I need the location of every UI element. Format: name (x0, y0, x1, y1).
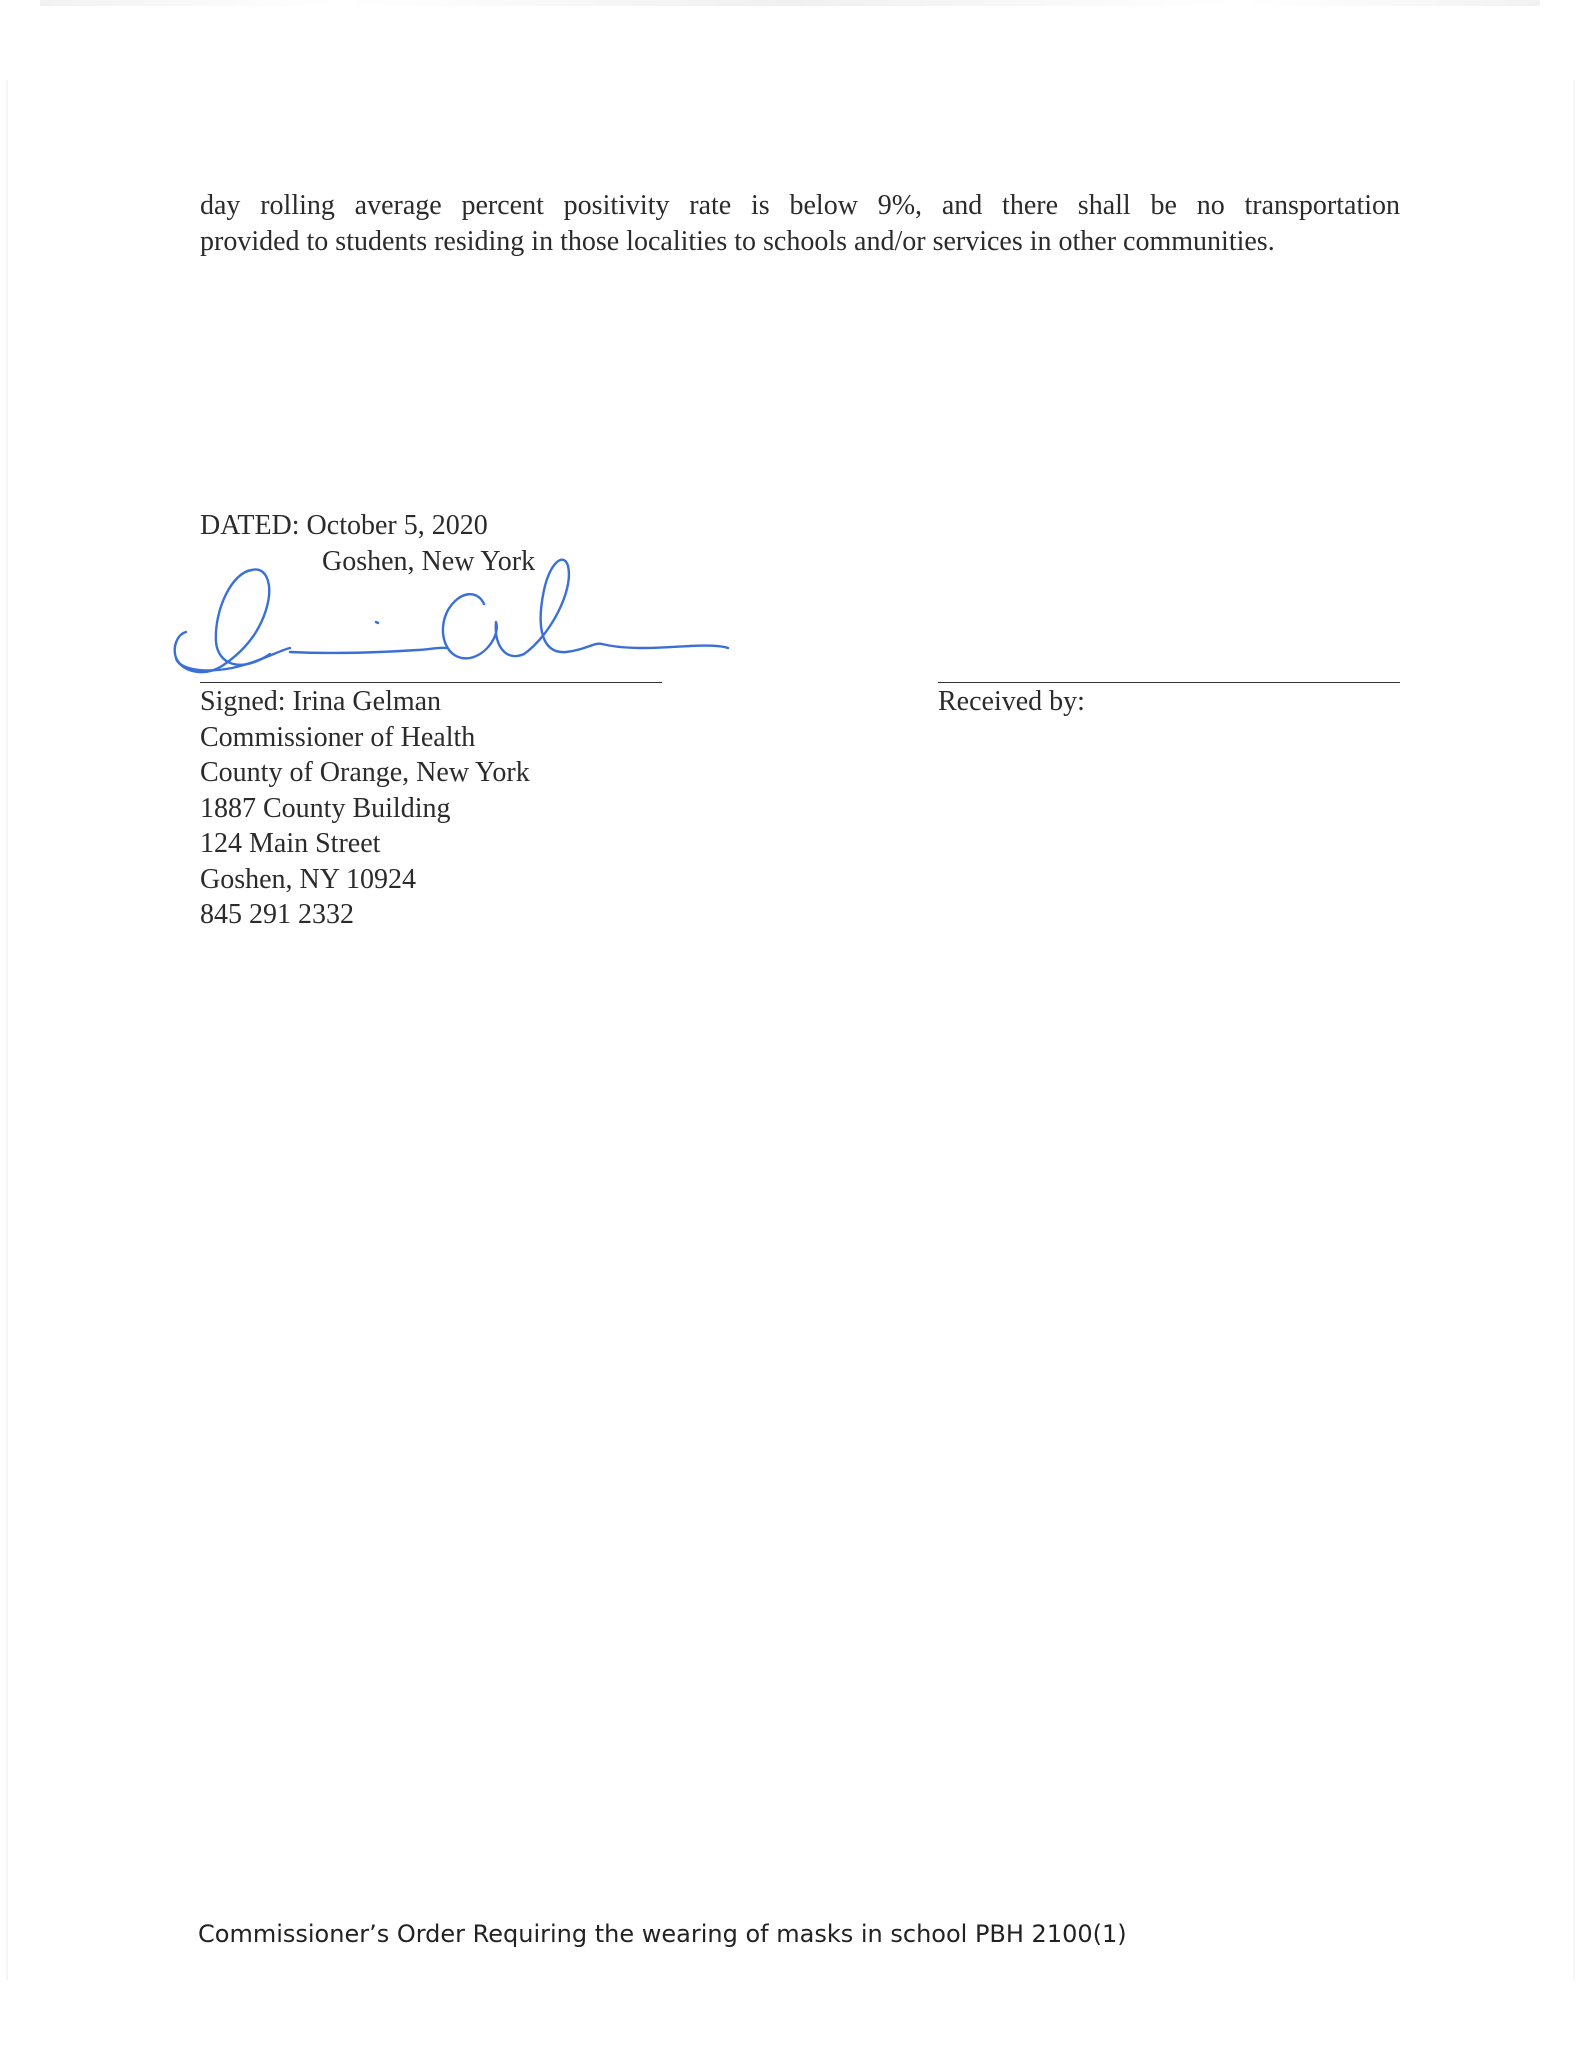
signer-street: 124 Main Street (200, 828, 381, 859)
signature-stroke (290, 648, 446, 653)
signer-building: 1887 County Building (200, 792, 451, 824)
signature-stroke (376, 622, 378, 623)
dated-place: Goshen, New York (322, 546, 536, 577)
page-footer: Commissioner’s Order Requiring the wearing of masks in school PBH 2100(1) (198, 1920, 1127, 1948)
scan-artifact-left-edge (6, 80, 8, 1980)
signer-block (200, 684, 530, 933)
signer-phone: 845 291 2332 (200, 899, 354, 930)
signature-stroke (216, 570, 270, 665)
received-signature-line (938, 682, 1400, 683)
signature-stroke (602, 644, 728, 648)
signer-city: Goshen, NY 10924 (200, 863, 416, 895)
signature-stroke (524, 560, 602, 654)
signature-line (200, 682, 662, 683)
scan-artifact-top (40, 0, 1540, 6)
signer-title: Commissioner of Health (200, 721, 476, 753)
handwritten-signature (170, 550, 810, 700)
signer-name: Signed: Irina Gelman (200, 686, 442, 717)
signature-strokes (175, 560, 728, 672)
order-paragraph (200, 188, 1400, 260)
scan-artifact-right-edge (1573, 80, 1575, 1980)
signer-county: County of Orange, New York (200, 757, 530, 788)
dated-label: DATED: October 5, 2020 (200, 510, 488, 541)
paragraph-line: day rolling average percent positivity rate is below 9%, and there shall be no transportation (200, 190, 1400, 221)
signature-stroke (443, 594, 524, 658)
paragraph-line: provided to students residing in those localities to schools and/or services in other communities. (200, 226, 1275, 257)
received-by-label: Received by: (938, 686, 1085, 717)
